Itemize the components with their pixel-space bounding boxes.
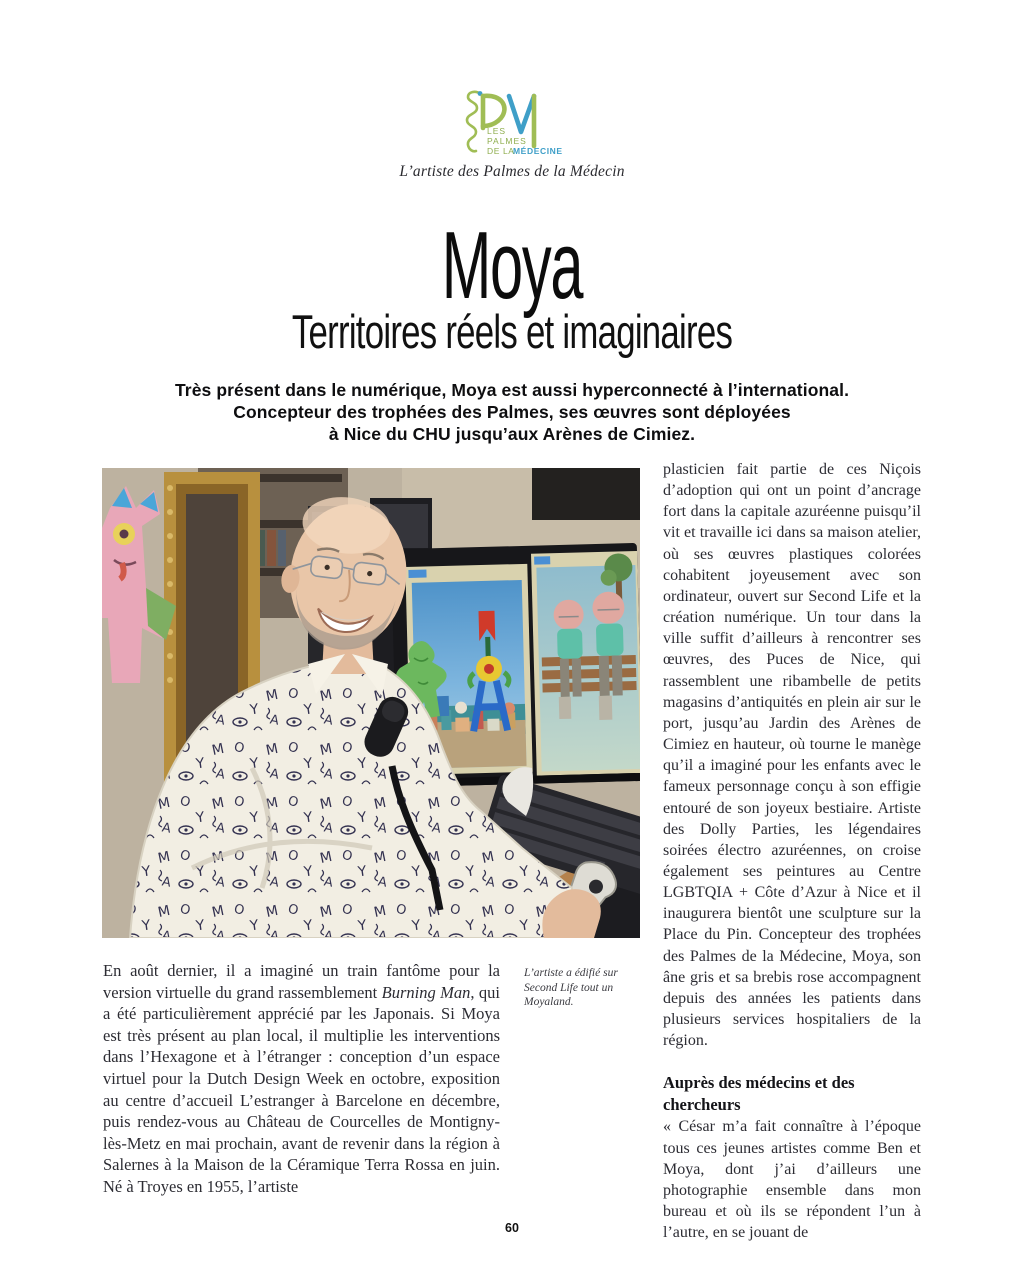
- page-number: 60: [505, 1221, 519, 1235]
- logo-word-les: LES: [487, 126, 507, 136]
- right-column-paragraph: « César m’a fait connaître à l’époque tous ces jeunes artistes comme Ben et Moya, dont j’ai d’ailleurs une photographie ensemble dans mon bureau et où ils se répondent l’un à l’autre, en se jouant de: [663, 1118, 921, 1242]
- photo-caption: L’artiste a édifié sur Second Life tout un Moyaland.: [524, 967, 618, 1008]
- standfirst-line: Concepteur des trophées des Palmes, ses œuvres sont déployées: [233, 402, 791, 422]
- standfirst-line: Très présent dans le numérique, Moya est aussi hyperconnecté à l’international.: [174, 380, 850, 400]
- palmes-medecine-logo: [0, 88, 1024, 160]
- second-life-window-avatars: [531, 551, 640, 776]
- article-subtitle: Territoires réels et imaginaires: [291, 305, 733, 358]
- paragraph-text: , qui a été particulièrement apprécié par les Japonais. Si Moya est très présent au plan local, il multiplie les interventions dans l’Hexagone et à l’étranger : conception d’un espace virtuel pour la Dutch Design Week en octobre, exposition au centre d’accueil L’estranger à Barcelone en décembre, puis rendez-vous au Château de Courcelles de Montigny-lès-Metz en mai prochain, avant de revenir dans la région à Salernes à la Maison de la Céramique Terra Rossa en juin. Né à Troyes en 1955, l’artiste: [103, 982, 500, 1196]
- logo-tagline: L’artiste des Palmes de la Médecin: [399, 163, 625, 180]
- standfirst-line: à Nice du CHU jusqu’aux Arènes de Cimiez.: [328, 424, 696, 444]
- left-column-paragraph: [103, 960, 500, 1198]
- logo-word-medecine: MÉDECINE: [513, 146, 563, 156]
- italic-burning-man: Burning Man: [381, 982, 471, 1002]
- article-standfirst: [0, 379, 1024, 445]
- section-heading: Auprès des médecins et des chercheurs: [663, 1073, 855, 1115]
- logo-word-palmes: PALMES: [487, 136, 527, 146]
- article-title: Moya: [441, 212, 583, 319]
- logo-word-dela: DE LA: [487, 146, 515, 156]
- right-column: [663, 459, 921, 1243]
- artist-studio-photo: [102, 468, 640, 938]
- right-column-paragraph: plasticien fait partie de ces Niçois d’adoption qui ont un point d’ancrage fort dans la capitale azuréenne puisqu’il vit et travaille ici dans sa maison atelier, où ses œuvres plastiques colorées cohabitent joyeusement avec son ordinateur, ouvert sur Second Life et la création numérique. Un tour dans la ville suffit d’ailleurs à rencontrer ses œuvres, des Puces de Nice, qui rassemblent une ribambelle de petits magasins d’antiquités en plein air sur le port, jusqu’au Jardin des Arènes de Cimiez en hauteur, où tourne le manège qu’il a imaginé pour les enfants avec le fameux personnage conçu à son effigie entouré de son joyeux bestiaire. Artiste des Dolly Parties, les légendaires soirées électro azuréennes, on croise également ses peintures au Centre LGBTQIA + Côte d’Azur à Nice et il inaugurera bientôt une sculpture sur la Place du Pin. Concepteur des trophées des Palmes de la Médecine, Moya, son âne gris et sa brebis rose accompagnent depuis des années les patients dans plusieurs services hospitaliers de la région.: [663, 461, 921, 1050]
- paragraph-text: En août dernier, il a imaginé un train fantôme pour la version virtuelle du grand rassemblement: [103, 961, 500, 1002]
- caduceus-pm-logo-icon: [437, 88, 587, 160]
